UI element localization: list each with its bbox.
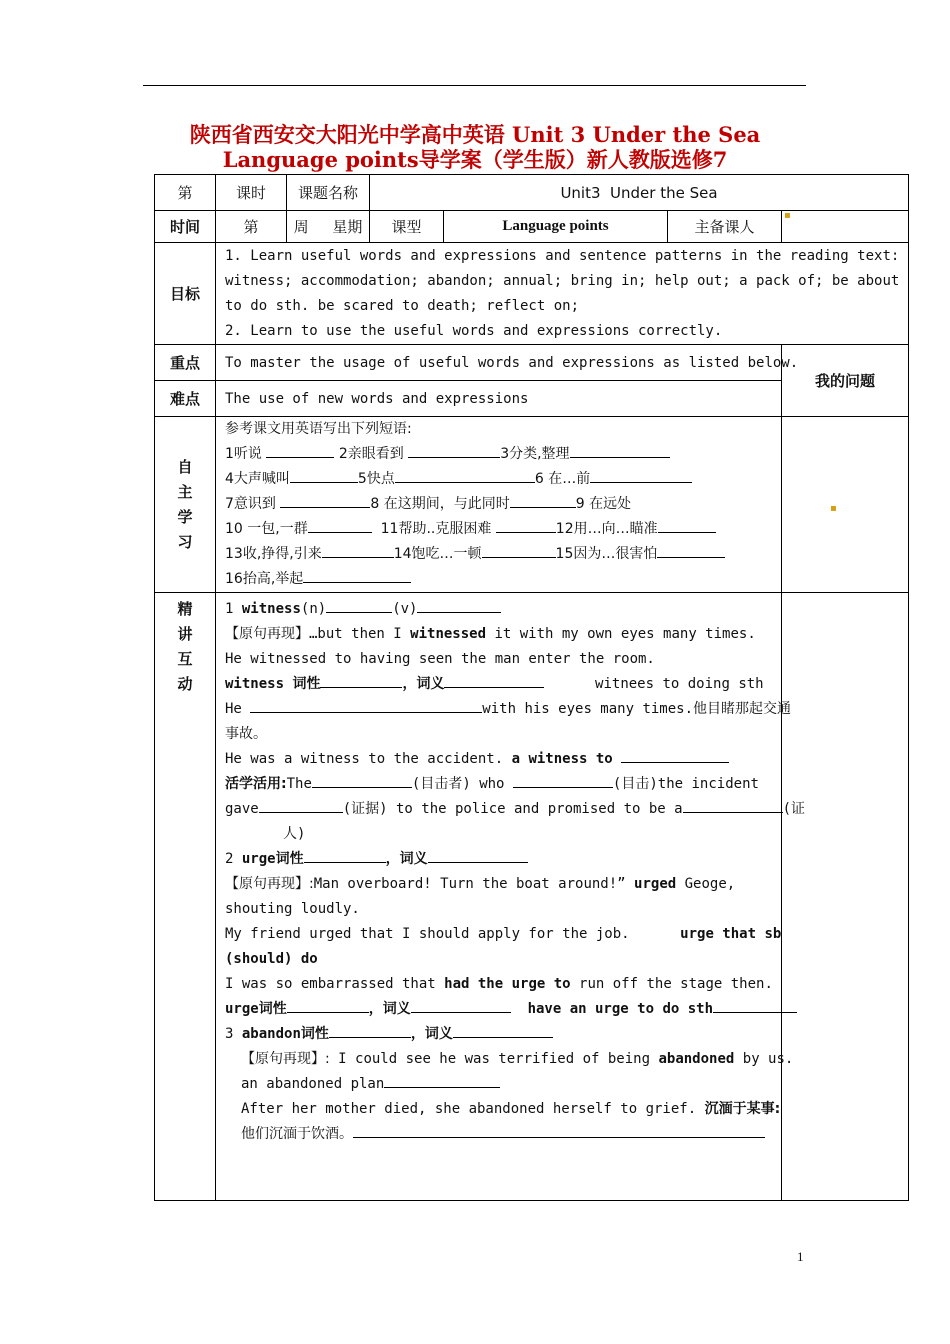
cell-di-2: 第 <box>216 211 287 243</box>
phrase-row-3: 7意识到 8 在这期间，与此同时 9 在远处 <box>225 492 777 517</box>
decorative-mark: ▪ <box>784 210 791 221</box>
item1-apply-3: 人) <box>283 826 306 842</box>
item3-example-3: 他们沉湎于饮酒。 <box>225 1122 775 1147</box>
phrase-row-6: 16抬高,举起 <box>225 567 777 592</box>
header-row-1 <box>155 175 909 211</box>
interactive-row <box>155 593 909 1201</box>
title-line-1: 陕西省西安交大阳光中学高中英语 Unit 3 Under the Sea <box>189 122 761 147</box>
self-study-row <box>155 417 909 593</box>
item1-apply: 活学活用:The (目击者) who (目击)the incident <box>225 772 775 797</box>
item2-example-1-cont: (should) do <box>225 951 318 967</box>
cell-shijian: 时间 <box>155 211 216 243</box>
cell-ketimingcheng: 课题名称 <box>287 175 370 211</box>
item2-heading: 2 urge词性 ，词义 <box>225 847 775 872</box>
difficult-point-label: 难点 <box>155 381 216 417</box>
goal-line-4: 2. Learn to use the useful words and expressions correctly. <box>225 322 723 339</box>
item1-apply-2: gave (证据) to the police and promised to be a (证 <box>225 797 775 822</box>
phrase-row-1: 1听说 2亲眼看到 3分类,整理 <box>225 442 777 467</box>
goals-content <box>216 243 909 345</box>
item1-heading: 1 witness(n) (v) <box>225 597 775 622</box>
key-point-row <box>155 345 909 381</box>
phrase-row-5: 13收,挣得,引来 14饱吃…一顿 15因为…很害怕 <box>225 542 777 567</box>
self-study-content <box>216 417 782 593</box>
item3-original: 【原句再现】: I could see he was terrified of being abandoned by us. <box>241 1051 794 1067</box>
goals-label: 目标 <box>155 243 216 345</box>
phrase-row-4: 10 一包,一群 11帮助..克服困难 12用…向…瞄准 <box>225 517 777 542</box>
header-row-2 <box>155 211 909 243</box>
item2-original-cont: shouting loudly. <box>225 901 360 917</box>
item1-example-2: He with his eyes many times.他目睹那起交通 <box>225 697 775 722</box>
top-rule <box>143 85 806 86</box>
item1-example-1: He witnessed to having seen the man enter the room. <box>225 651 655 667</box>
cell-preparer-blank <box>782 211 909 243</box>
item1-pos: witness 词性 ，词义 witnees to doing sth <box>225 672 775 697</box>
cell-lesson-type: Language points <box>444 211 668 243</box>
item2-example-2: I was so embarrassed that had the urge to run off the stage then. <box>225 976 773 992</box>
cell-keshi: 课时 <box>216 175 287 211</box>
self-study-intro: 参考课文用英语写出下列短语: <box>225 421 412 437</box>
goals-row <box>155 243 909 345</box>
self-study-questions-cell <box>782 417 909 593</box>
interactive-questions-cell <box>782 593 909 1201</box>
interactive-label: 精讲互动 <box>155 593 216 1201</box>
label-zhou: 周 <box>293 218 309 236</box>
cell-topic: Unit3 Under the Sea <box>370 175 909 211</box>
item3-heading: 3 abandon词性 ，词义 <box>225 1022 775 1047</box>
phrase-row-2: 4大声喊叫 5快点 6 在…前 <box>225 467 777 492</box>
item1-original: 【原句再现】…but then I witnessed it with my own eyes many times. <box>225 626 756 642</box>
cell-kexing: 课型 <box>370 211 444 243</box>
goal-line-3: to do sth. be scared to death; reflect on; <box>225 297 580 314</box>
item2-example-1: My friend urged that I should apply for the job. urge that sb <box>225 926 782 942</box>
self-study-label: 自主学习 <box>155 417 216 593</box>
cell-di: 第 <box>155 175 216 211</box>
item2-pos: urge词性 ，词义 have an urge to do sth <box>225 997 775 1022</box>
decorative-mark: ▪ <box>830 503 837 514</box>
key-point-text: To master the usage of useful words and expressions as listed below. <box>216 345 782 381</box>
interactive-content <box>216 593 806 1201</box>
lesson-plan-table <box>154 174 909 1201</box>
cell-zhubeikeren: 主备课人 <box>668 211 782 243</box>
item3-example-2: After her mother died, she abandoned herself to grief. 沉湎于某事: <box>241 1101 781 1117</box>
cell-zhou-xingqi <box>287 211 370 243</box>
item2-original: 【原句再现】:Man overboard! Turn the boat around!” urged Geoge, <box>225 876 736 892</box>
item3-example-1: an abandoned plan <box>225 1072 775 1097</box>
document-title <box>140 122 810 172</box>
label-xingqi: 星期 <box>332 218 363 236</box>
my-questions-header: 我的问题 <box>782 345 909 417</box>
page-number: 1 <box>797 1249 804 1264</box>
goal-line-1: 1. Learn useful words and expressions and sentence patterns in the reading text: <box>225 247 900 264</box>
goal-line-2: witness; accommodation; abandon; annual; bring in; help out; a pack of; be about <box>225 272 900 289</box>
item1-example-3: He was a witness to the accident. a witness to <box>225 747 775 772</box>
item1-example-2-cont: 事故。 <box>225 726 267 742</box>
difficult-point-text: The use of new words and expressions <box>216 381 782 417</box>
title-line-2: Language points导学案（学生版）新人教版选修7 <box>222 147 728 172</box>
key-point-label: 重点 <box>155 345 216 381</box>
